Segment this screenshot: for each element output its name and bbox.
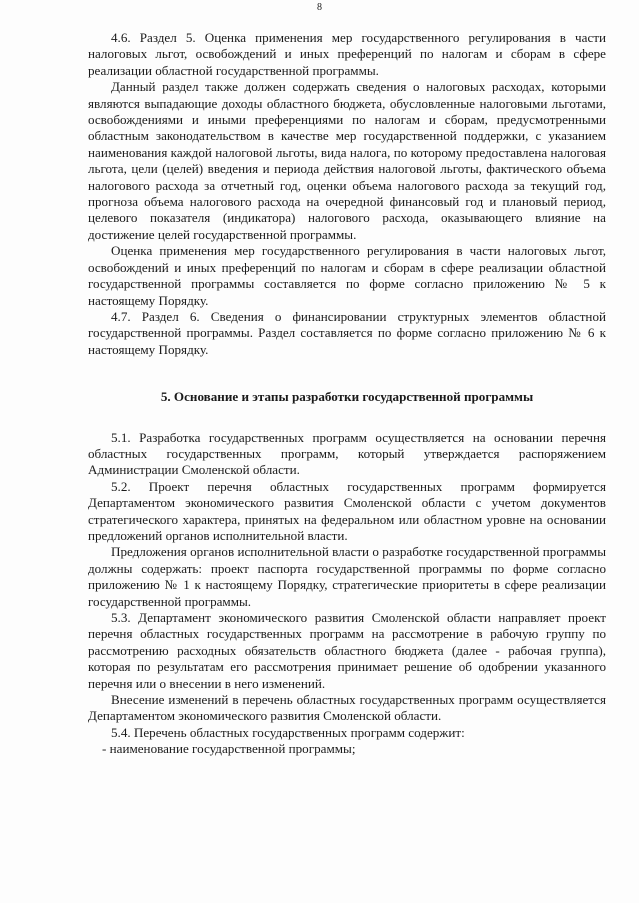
paragraph-proposals: Предложения органов исполнительной власти о разработке государственной программы должны содержать: проект паспорта государственной программы по форме согласно приложению № 1 к настоящему Порядку, стратегические приоритеты в сфере реализации государственной программы. [88, 544, 606, 609]
paragraph-tax-expenses: Данный раздел также должен содержать сведения о налоговых расходах, которыми являются выпадающие доходы областного бюджета, обусловленные налоговыми льготами, освобождениями и иными преференциями по налогам и сборам, предусмотренными областным законодательством в качестве мер государственной поддержки, с указанием наименования каждой налоговой льготы, вида налога, по которому предоставлена налоговая льгота, цели (целей) введения и периода действия налоговой льготы, фактического объема налогового расхода за отчетный год, оценки объема налогового расхода за текущий год, прогноза объема налогового расхода на очередной финансовый год и плановый период, целевого показателя (индикатора) налогового расхода, оказывающего влияние на достижение целей государственной программы. [88, 79, 606, 242]
document-body [88, 30, 606, 758]
paragraph-changes: Внесение изменений в перечень областных государственных программ осуществляется Департаментом экономического развития Смоленской области. [88, 692, 606, 724]
paragraph-assessment: Оценка применения мер государственного регулирования в части налоговых льгот, освобождений и иных преференций по налогам и сборам в сфере реализации областной государственной программы составляется по форме согласно приложению № 5 к настоящему Порядку. [88, 243, 606, 308]
section-heading: 5. Основание и этапы разработки государственной программы [160, 389, 534, 405]
paragraph-5-3: 5.3. Департамент экономического развития Смоленской области направляет проект перечня областных государственных программ на рассмотрение в рабочую группу по рассмотрению расходных обязательств областного бюджета (далее - рабочая группа), которая по результатам его рассмотрения принимает решение об одобрении указанного перечня или о внесении в него изменений. [88, 610, 606, 691]
list-item: - наименование государственной программы; [102, 741, 356, 757]
paragraph-5-4: 5.4. Перечень областных государственных программ содержит: [111, 724, 465, 740]
paragraph-4-7: 4.7. Раздел 6. Сведения о финансировании структурных элементов областной государственной программы. Раздел составляется по форме согласно приложению № 6 к настоящему Порядку. [88, 308, 606, 357]
paragraph-4-6: 4.6. Раздел 5. Оценка применения мер государственного регулирования в части налоговых льгот, освобождений и иных преференций по налогам и сборам в сфере реализации областной государственной программы. [88, 30, 606, 78]
paragraph-5-1: 5.1. Разработка государственных программ осуществляется на основании перечня областных государственных программ, который утверждается распоряжением Администрации Смоленской области. [88, 429, 606, 478]
page-number: 8 [317, 2, 322, 13]
paragraph-5-2: 5.2. Проект перечня областных государственных программ формируется Департаментом экономического развития Смоленской области с учетом документов стратегического характера, принятых на федеральном или областном уровне на основании предложений органов исполнительной власти. [88, 478, 606, 543]
